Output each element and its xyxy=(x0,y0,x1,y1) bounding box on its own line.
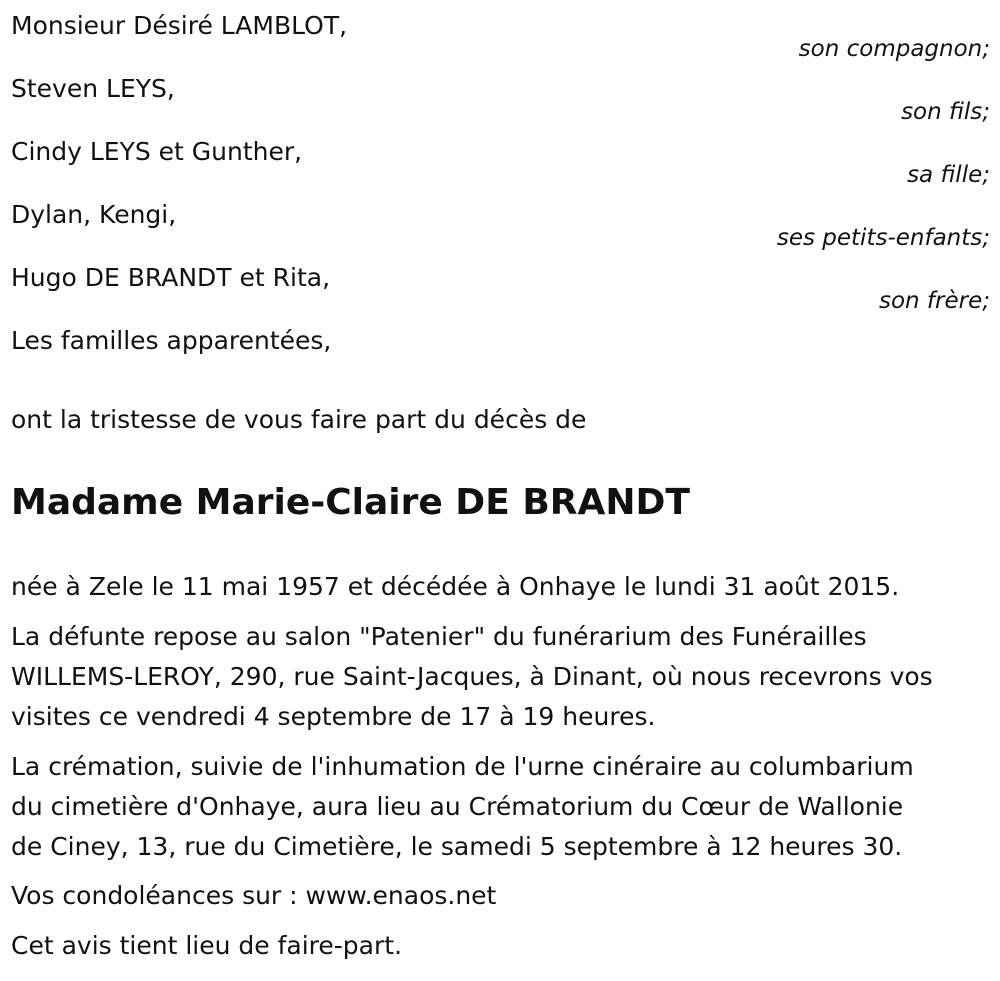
condolences-line: Vos condoléances sur : www.enaos.net xyxy=(11,881,497,910)
viewing-line: La défunte repose au salon "Patenier" du funérarium des Funérailles xyxy=(11,622,867,651)
relative-role: sa fille; xyxy=(907,162,990,188)
relative-name: Steven LEYS, xyxy=(11,74,175,103)
relative-role: son compagnon; xyxy=(798,36,990,62)
relative-name: Dylan, Kengi, xyxy=(11,200,177,229)
cremation-line: La crémation, suivie de l'inhumation de l'urne cinéraire au columbarium xyxy=(11,752,914,781)
relative-role: son fils; xyxy=(901,99,990,125)
viewing-line: WILLEMS-LEROY, 290, rue Saint-Jacques, à Dinant, où nous recevrons vos xyxy=(11,662,933,691)
cremation-line: de Ciney, 13, rue du Cimetière, le samedi 5 septembre à 12 heures 30. xyxy=(11,832,903,861)
relative-name: Monsieur Désiré LAMBLOT, xyxy=(11,11,348,40)
viewing-line: visites ce vendredi 4 septembre de 17 à 19 heures. xyxy=(11,702,656,731)
families-line: Les familles apparentées, xyxy=(11,326,332,355)
relative-entry xyxy=(11,137,990,200)
relative-entry xyxy=(11,200,990,263)
relative-role: ses petits-enfants; xyxy=(776,225,990,251)
relative-name: Hugo DE BRANDT et Rita, xyxy=(11,263,331,292)
announcement-line: ont la tristesse de vous faire part du décès de xyxy=(11,405,587,434)
cremation-line: du cimetière d'Onhaye, aura lieu au Crématorium du Cœur de Wallonie xyxy=(11,792,904,821)
relative-name: Cindy LEYS et Gunther, xyxy=(11,137,303,166)
relative-entry xyxy=(11,11,990,74)
birth-death-line: née à Zele le 11 mai 1957 et décédée à Onhaye le lundi 31 août 2015. xyxy=(11,572,900,601)
deceased-name: Madame Marie-Claire DE BRANDT xyxy=(11,482,690,523)
closing-line: Cet avis tient lieu de faire-part. xyxy=(11,931,403,960)
relative-entry xyxy=(11,74,990,137)
relative-role: son frère; xyxy=(878,288,990,314)
relative-entry xyxy=(11,263,990,326)
